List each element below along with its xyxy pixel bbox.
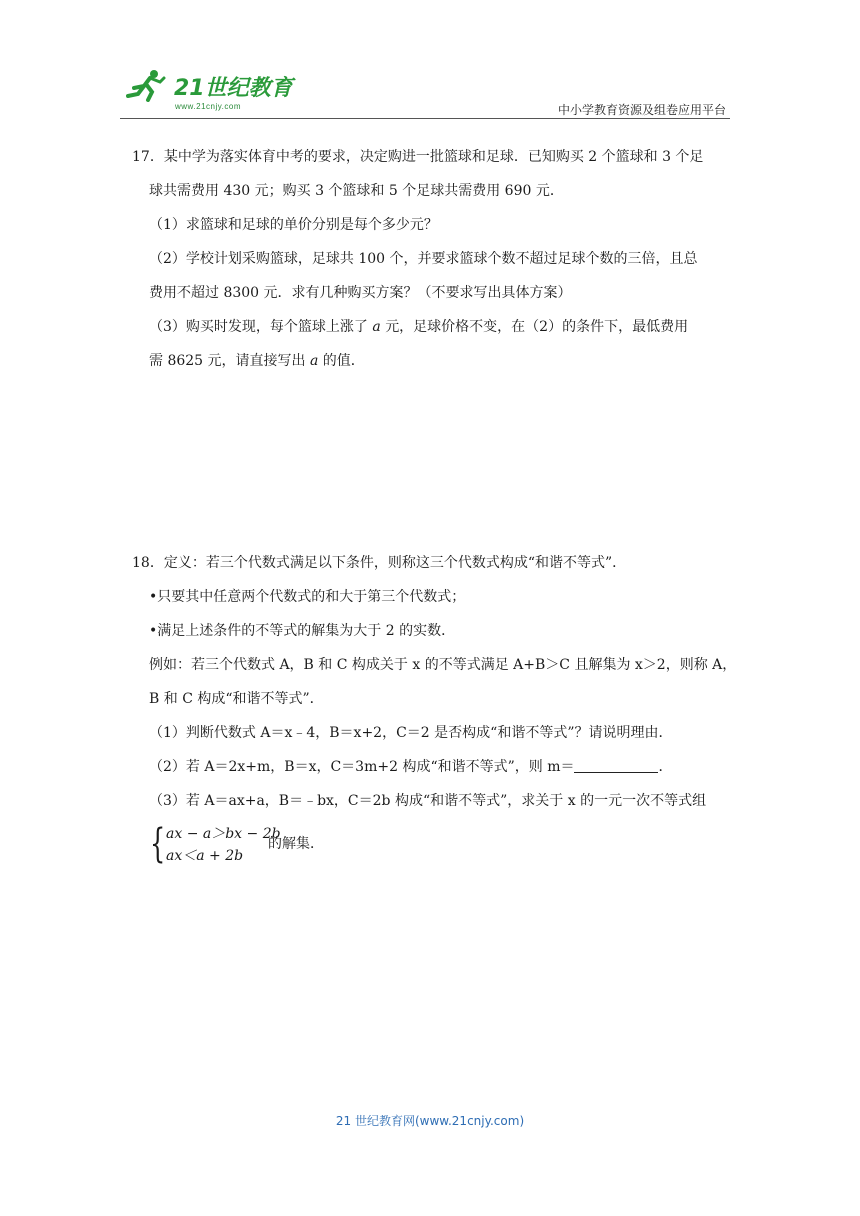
q18-sub2-post: ．: [658, 759, 673, 775]
left-brace: {: [150, 821, 166, 867]
q18-bullet2: •满足上述条件的不等式的解集为大于 2 的实数．: [149, 623, 456, 639]
q17-sub3b-post: 的值．: [322, 353, 365, 369]
q18-line1: 18．定义：若三个代数式满足以下条件，则称这三个代数式构成“和谐不等式”．: [132, 555, 627, 571]
q17-sub3b-pre: 需 8625 元，请直接写出: [149, 353, 306, 369]
q17-sub3b: [132, 344, 732, 378]
q17-sub3a-pre: （3）购买时发现，每个篮球上涨了: [149, 319, 368, 335]
question-17: [132, 140, 732, 378]
q18-example1: 例如：若三个代数式 A，B 和 C 构成关于 x 的不等式满足 A+B＞C 且解集为 x＞2，则称 A，: [149, 657, 737, 673]
logo-url: www.21cnjy.com: [175, 102, 241, 111]
answer-blank[interactable]: [574, 758, 658, 773]
q17-sub3a: [132, 310, 732, 344]
q18-sub2: [132, 750, 732, 784]
q17-line1: 17．某中学为落实体育中考的要求，决定购进一批篮球和足球．已知购买 2 个篮球和 3 个足: [132, 149, 704, 165]
q17-sub2b: 费用不超过 8300 元．求有几种购买方案？（不要求写出具体方案）: [149, 285, 572, 301]
system-tail: 的解集．: [268, 836, 324, 852]
q17-sub3a-var: a: [372, 319, 381, 335]
header-divider: [120, 118, 730, 119]
platform-label: 中小学教育资源及组卷应用平台: [557, 103, 726, 117]
q17-sub1: （1）求篮球和足球的单价分别是每个多少元？: [149, 217, 438, 233]
system-line-1: ax − a＞bx − 2b: [166, 826, 281, 842]
page-header: [120, 68, 730, 120]
q18-sub2-pre: （2）若 A＝2x+m，B＝x，C＝3m+2 构成“和谐不等式”，则 m＝: [149, 759, 575, 775]
page-footer[interactable]: 21 世纪教育网(www.21cnjy.com): [335, 1114, 525, 1128]
inequality-system: [132, 822, 732, 872]
logo-text: 21世纪教育: [174, 76, 293, 101]
q17-sub2a: （2）学校计划采购篮球，足球共 100 个，并要求篮球个数不超过足球个数的三倍，且总: [149, 251, 698, 267]
q18-bullet1: •只要其中任意两个代数式的和大于第三个代数式；: [149, 589, 466, 605]
q18-example2: B 和 C 构成“和谐不等式”．: [149, 691, 324, 707]
q17-sub3b-var: a: [309, 353, 319, 369]
q18-sub3: （3）若 A＝ax+a，B＝﹣bx，C＝2b 构成“和谐不等式”，求关于 x 的一元一次不等式组: [149, 793, 707, 809]
q18-sub1: （1）判断代数式 A＝x﹣4，B＝x+2，C＝2 是否构成“和谐不等式”？请说明理由．: [149, 725, 673, 741]
question-18: [132, 546, 737, 872]
q17-line2: 球共需费用 430 元；购买 3 个篮球和 5 个足球共需费用 690 元．: [149, 183, 564, 199]
q17-sub3a-post: 元，足球价格不变，在（2）的条件下，最低费用: [385, 319, 689, 335]
runner-logo-icon: [120, 68, 300, 102]
system-line-2: ax＜a + 2b: [166, 848, 244, 864]
